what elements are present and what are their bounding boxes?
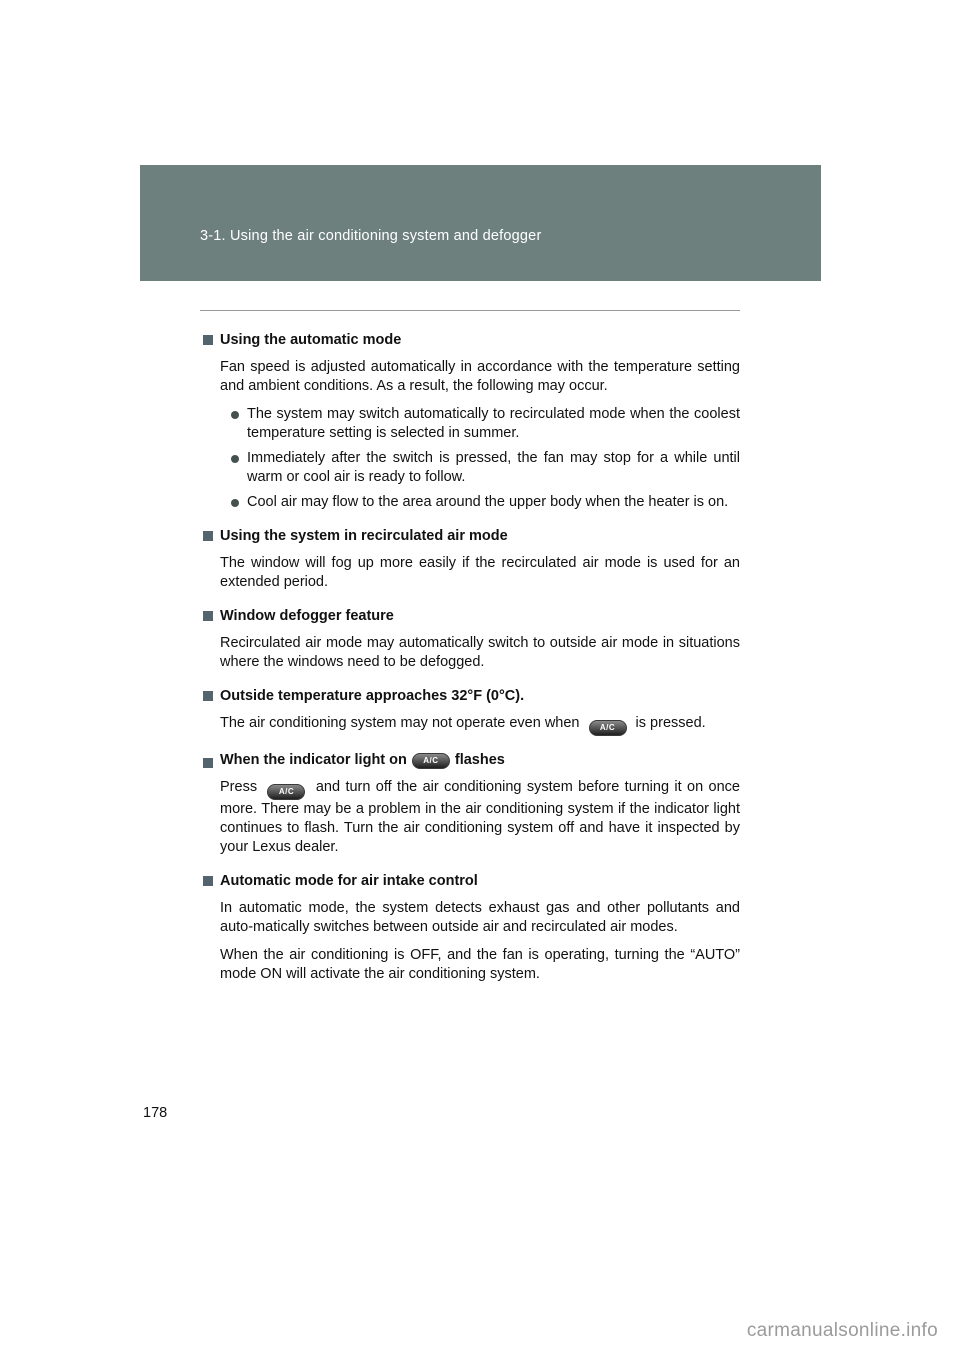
section-heading-label: Using the system in recirculated air mode bbox=[220, 528, 508, 544]
list-item-text: The system may switch automatically to recirculated mode when the coolest temperature setting is selected in summer. bbox=[247, 406, 740, 441]
page-number: 178 bbox=[143, 1105, 168, 1121]
section-heading-label: Automatic mode for air intake control bbox=[220, 873, 478, 889]
paragraph-text: Press bbox=[220, 779, 258, 795]
ac-button-icon bbox=[589, 720, 627, 736]
section-indicator-light-flashes bbox=[203, 751, 740, 857]
section-heading bbox=[203, 872, 740, 891]
square-bullet-icon bbox=[203, 531, 213, 541]
ac-button-label: A/C bbox=[278, 787, 295, 796]
paragraph: Fan speed is adjusted automatically in accordance with the temperature setting and ambient conditions. As a result, the following may occur. bbox=[220, 359, 740, 394]
paragraph: Recirculated air mode may automatically switch to outside air mode in situations where the windows need to be defogged. bbox=[220, 635, 740, 670]
paragraph-text: The air conditioning system may not operate even when bbox=[220, 715, 580, 731]
section-heading-label: flashes bbox=[454, 752, 505, 768]
ac-button-label: A/C bbox=[423, 755, 439, 765]
list-item bbox=[231, 493, 740, 512]
paragraph: The window will fog up more easily if the recirculated air mode is used for an extended period. bbox=[220, 555, 740, 590]
section-automatic-air-intake bbox=[203, 872, 740, 984]
list-item bbox=[231, 449, 740, 487]
section-window-defogger bbox=[203, 607, 740, 672]
section-heading bbox=[203, 687, 740, 706]
square-bullet-icon bbox=[203, 876, 213, 886]
ac-button-icon bbox=[267, 784, 305, 800]
paragraph: In automatic mode, the system detects exhaust gas and other pollutants and auto-matically switches between outside air and recirculated air modes. bbox=[220, 900, 740, 935]
section-heading bbox=[203, 331, 740, 350]
section-heading-label: Outside temperature approaches 32°F (0°C). bbox=[220, 688, 525, 704]
section-heading bbox=[203, 527, 740, 546]
section-heading-label: Window defogger feature bbox=[220, 608, 394, 624]
section-heading-label: Using the automatic mode bbox=[220, 332, 402, 348]
page-content bbox=[203, 331, 740, 993]
list-item-text: Immediately after the switch is pressed, the fan may stop for a while until warm or cool air is ready to follow. bbox=[247, 450, 740, 485]
square-bullet-icon bbox=[203, 335, 213, 345]
divider bbox=[200, 310, 740, 311]
section-heading bbox=[203, 607, 740, 626]
square-bullet-icon bbox=[203, 691, 213, 701]
breadcrumb: 3-1. Using the air conditioning system and defogger bbox=[200, 228, 542, 244]
bullet-list bbox=[231, 405, 740, 512]
paragraph bbox=[220, 714, 740, 736]
section-heading-label: When the indicator light on bbox=[220, 752, 407, 768]
watermark: carmanualsonline.info bbox=[746, 1320, 938, 1341]
section-recirculated-air-mode bbox=[203, 527, 740, 592]
paragraph-text: is pressed. bbox=[635, 715, 706, 731]
square-bullet-icon bbox=[203, 758, 213, 768]
paragraph bbox=[220, 778, 740, 857]
paragraph-text: and turn off the air conditioning system before turning it on once more. There may be a problem in the air conditioning system if the indicator light continues to flash. Turn the air conditioning system off and have it inspected by your Lexus dealer. bbox=[220, 779, 740, 855]
section-header-band bbox=[140, 165, 821, 281]
section-heading bbox=[203, 751, 740, 770]
list-item bbox=[231, 405, 740, 443]
paragraph: When the air conditioning is OFF, and the fan is operating, turning the “AUTO” mode ON will activate the air conditioning system. bbox=[220, 947, 740, 982]
ac-button-icon bbox=[412, 753, 450, 769]
section-outside-temperature bbox=[203, 687, 740, 736]
ac-button-label: A/C bbox=[599, 723, 616, 732]
circle-bullet-icon bbox=[231, 455, 239, 463]
list-item-text: Cool air may flow to the area around the upper body when the heater is on. bbox=[247, 494, 729, 510]
square-bullet-icon bbox=[203, 611, 213, 621]
section-using-automatic-mode bbox=[203, 331, 740, 512]
circle-bullet-icon bbox=[231, 499, 239, 507]
circle-bullet-icon bbox=[231, 411, 239, 419]
